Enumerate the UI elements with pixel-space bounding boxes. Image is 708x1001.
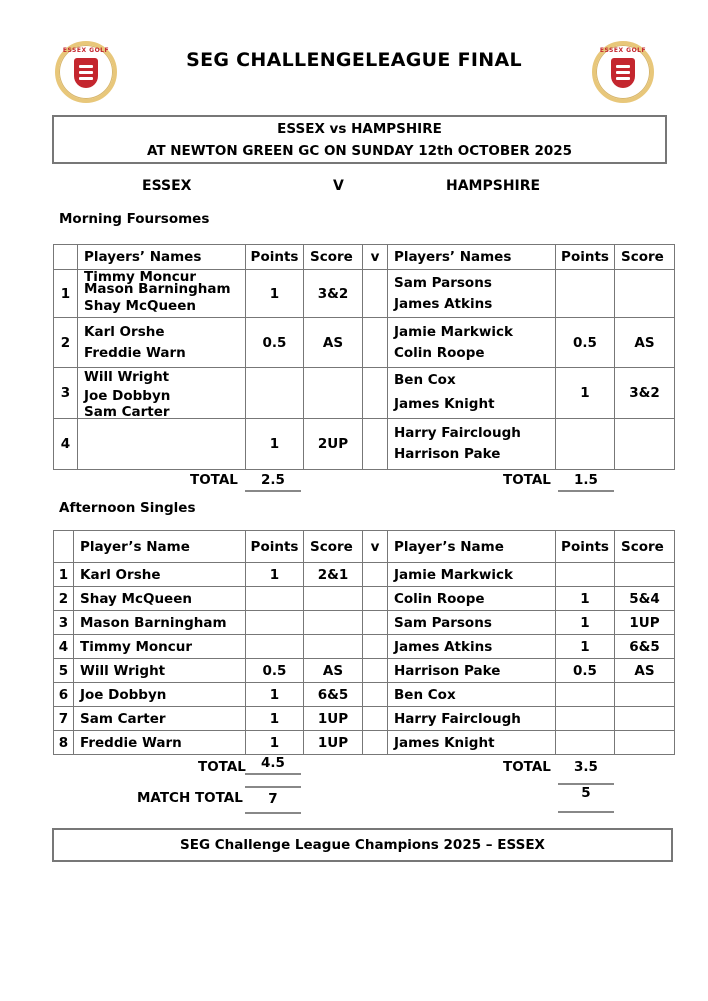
away-score (615, 419, 675, 470)
away-player: Harry Fairclough (388, 707, 556, 731)
foursomes-home-total-label: TOTAL (190, 472, 238, 488)
home-points: 1 (246, 419, 304, 470)
away-score: 6&5 (615, 635, 675, 659)
foursomes-table (53, 244, 675, 470)
row-num: 2 (54, 587, 74, 611)
home-player: Shay McQueen (74, 587, 246, 611)
home-score: 1UP (304, 731, 363, 755)
page-title: SEG CHALLENGELEAGUE FINAL (186, 49, 522, 71)
home-players (78, 318, 246, 368)
player-name: Harrison Pake (394, 446, 501, 462)
header-names: Player’s Name (74, 531, 246, 563)
header-names: Players’ Names (388, 245, 556, 270)
player-name: Colin Roope (394, 344, 485, 361)
champions-text: SEG Challenge League Champions 2025 – ESSEX (180, 837, 545, 853)
away-player: Colin Roope (388, 587, 556, 611)
player-name: Shay McQueen (84, 297, 196, 314)
header-names: Players’ Names (78, 245, 246, 270)
away-points (556, 707, 615, 731)
player-name: Will Wright (84, 369, 170, 385)
away-player: Sam Parsons (388, 611, 556, 635)
home-player: Karl Orshe (74, 563, 246, 587)
table-row (54, 419, 675, 470)
home-points (246, 635, 304, 659)
home-player: Timmy Moncur (74, 635, 246, 659)
row-num: 3 (54, 611, 74, 635)
table-row (54, 587, 675, 611)
home-score (304, 635, 363, 659)
header-points: Points (556, 245, 615, 270)
away-players (388, 318, 556, 368)
home-players (78, 270, 246, 318)
header-score: Score (615, 245, 675, 270)
match-info-box (52, 115, 667, 164)
header-v: v (363, 531, 388, 563)
table-row (54, 368, 675, 419)
row-num: 2 (54, 318, 78, 368)
home-players (78, 419, 246, 470)
away-player: Jamie Markwick (388, 563, 556, 587)
away-points: 1 (556, 368, 615, 419)
header-num (54, 531, 74, 563)
player-name: Sam Parsons (394, 274, 492, 291)
player-name: Timmy Moncur (84, 268, 197, 285)
player-name: James Atkins (394, 295, 493, 312)
v-cell (363, 419, 388, 470)
foursomes-home-total: 2.5 (245, 472, 301, 492)
home-score: 2UP (304, 419, 363, 470)
away-points: 1 (556, 611, 615, 635)
home-score (304, 611, 363, 635)
singles-table (53, 530, 675, 755)
home-score: AS (304, 659, 363, 683)
home-points (246, 587, 304, 611)
home-points: 1 (246, 683, 304, 707)
home-score (304, 368, 363, 419)
table-row (54, 659, 675, 683)
header-names: Player’s Name (388, 531, 556, 563)
v-cell (363, 563, 388, 587)
away-score: AS (615, 659, 675, 683)
logo-text: ESSEX GOLF (599, 47, 647, 54)
away-points (556, 270, 615, 318)
header-points: Points (246, 245, 304, 270)
header-score: Score (615, 531, 675, 563)
singles-home-total: 4.5 (245, 755, 301, 775)
row-num: 3 (54, 368, 78, 419)
match-info-line2: AT NEWTON GREEN GC ON SUNDAY 12th OCTOBER 2025 (146, 143, 573, 159)
player-name: Mason Barningham (84, 280, 231, 297)
away-player: Harrison Pake (388, 659, 556, 683)
player-name: James Knight (394, 395, 495, 412)
away-score: 5&4 (615, 587, 675, 611)
singles-away-total-label: TOTAL (503, 759, 551, 775)
header-v: v (363, 245, 388, 270)
home-score: 1UP (304, 707, 363, 731)
home-score (304, 587, 363, 611)
home-score: AS (304, 318, 363, 368)
header-points: Points (556, 531, 615, 563)
v-cell (363, 707, 388, 731)
versus-label: V (333, 178, 344, 194)
away-points (556, 563, 615, 587)
row-num: 4 (54, 635, 74, 659)
away-points (556, 419, 615, 470)
home-score: 3&2 (304, 270, 363, 318)
row-num: 1 (54, 270, 78, 318)
away-points (556, 683, 615, 707)
logo-text: ESSEX GOLF (62, 47, 110, 54)
row-num: 8 (54, 731, 74, 755)
header-points: Points (246, 531, 304, 563)
v-cell (363, 611, 388, 635)
row-num: 4 (54, 419, 78, 470)
player-name: Harry Fairclough (394, 425, 521, 441)
home-player: Mason Barningham (74, 611, 246, 635)
singles-away-total: 3.5 (574, 759, 598, 775)
singles-section-title: Afternoon Singles (59, 500, 196, 516)
match-total-label: MATCH TOTAL (137, 790, 243, 806)
v-cell (363, 270, 388, 318)
header-num (54, 245, 78, 270)
row-num: 1 (54, 563, 74, 587)
singles-body (54, 563, 675, 755)
home-player: Joe Dobbyn (74, 683, 246, 707)
home-points: 0.5 (246, 318, 304, 368)
home-points: 1 (246, 270, 304, 318)
foursomes-section-title: Morning Foursomes (59, 211, 210, 227)
foursomes-away-total-label: TOTAL (503, 472, 551, 488)
away-players (388, 270, 556, 318)
home-points (246, 368, 304, 419)
away-points: 0.5 (556, 659, 615, 683)
home-team: ESSEX (142, 178, 192, 194)
v-cell (363, 318, 388, 368)
v-cell (363, 368, 388, 419)
away-score: 3&2 (615, 368, 675, 419)
away-points (556, 731, 615, 755)
away-score: AS (615, 318, 675, 368)
player-name: Freddie Warn (84, 344, 186, 361)
match-total-home: 7 (245, 786, 301, 814)
away-score: 1UP (615, 611, 675, 635)
row-num: 6 (54, 683, 74, 707)
table-row (54, 270, 675, 318)
table-row (54, 563, 675, 587)
player-name: Sam Carter (84, 404, 170, 420)
v-cell (363, 731, 388, 755)
table-row (54, 707, 675, 731)
player-name: Jamie Markwick (394, 323, 513, 340)
away-players (388, 419, 556, 470)
home-score: 2&1 (304, 563, 363, 587)
away-score (615, 707, 675, 731)
player-name: Joe Dobbyn (84, 388, 171, 404)
player-name: Ben Cox (394, 371, 456, 388)
away-team: HAMPSHIRE (446, 178, 541, 194)
row-num: 5 (54, 659, 74, 683)
home-score: 6&5 (304, 683, 363, 707)
singles-home-total-label: TOTAL (198, 759, 246, 775)
match-total-away: 5 (558, 783, 614, 813)
match-info-line1: ESSEX vs HAMPSHIRE (277, 121, 442, 137)
player-name: Karl Orshe (84, 323, 165, 340)
table-row (54, 611, 675, 635)
away-points: 0.5 (556, 318, 615, 368)
home-points: 0.5 (246, 659, 304, 683)
singles-header-row (54, 531, 675, 563)
away-player: James Atkins (388, 635, 556, 659)
away-points: 1 (556, 587, 615, 611)
home-player: Will Wright (74, 659, 246, 683)
away-points: 1 (556, 635, 615, 659)
v-cell (363, 635, 388, 659)
home-player: Sam Carter (74, 707, 246, 731)
home-points: 1 (246, 563, 304, 587)
away-score (615, 563, 675, 587)
away-player: James Knight (388, 731, 556, 755)
away-player: Ben Cox (388, 683, 556, 707)
away-score (615, 683, 675, 707)
table-row (54, 635, 675, 659)
champions-banner (52, 828, 673, 862)
home-player: Freddie Warn (74, 731, 246, 755)
home-points (246, 611, 304, 635)
header-score: Score (304, 245, 363, 270)
header-score: Score (304, 531, 363, 563)
v-cell (363, 659, 388, 683)
home-points: 1 (246, 731, 304, 755)
table-row (54, 731, 675, 755)
v-cell (363, 683, 388, 707)
foursomes-header-row (54, 245, 675, 270)
table-row (54, 683, 675, 707)
home-points: 1 (246, 707, 304, 731)
v-cell (363, 587, 388, 611)
away-score (615, 731, 675, 755)
table-row (54, 318, 675, 368)
row-num: 7 (54, 707, 74, 731)
foursomes-away-total: 1.5 (558, 472, 614, 492)
home-players (78, 368, 246, 419)
away-players (388, 368, 556, 419)
away-score (615, 270, 675, 318)
